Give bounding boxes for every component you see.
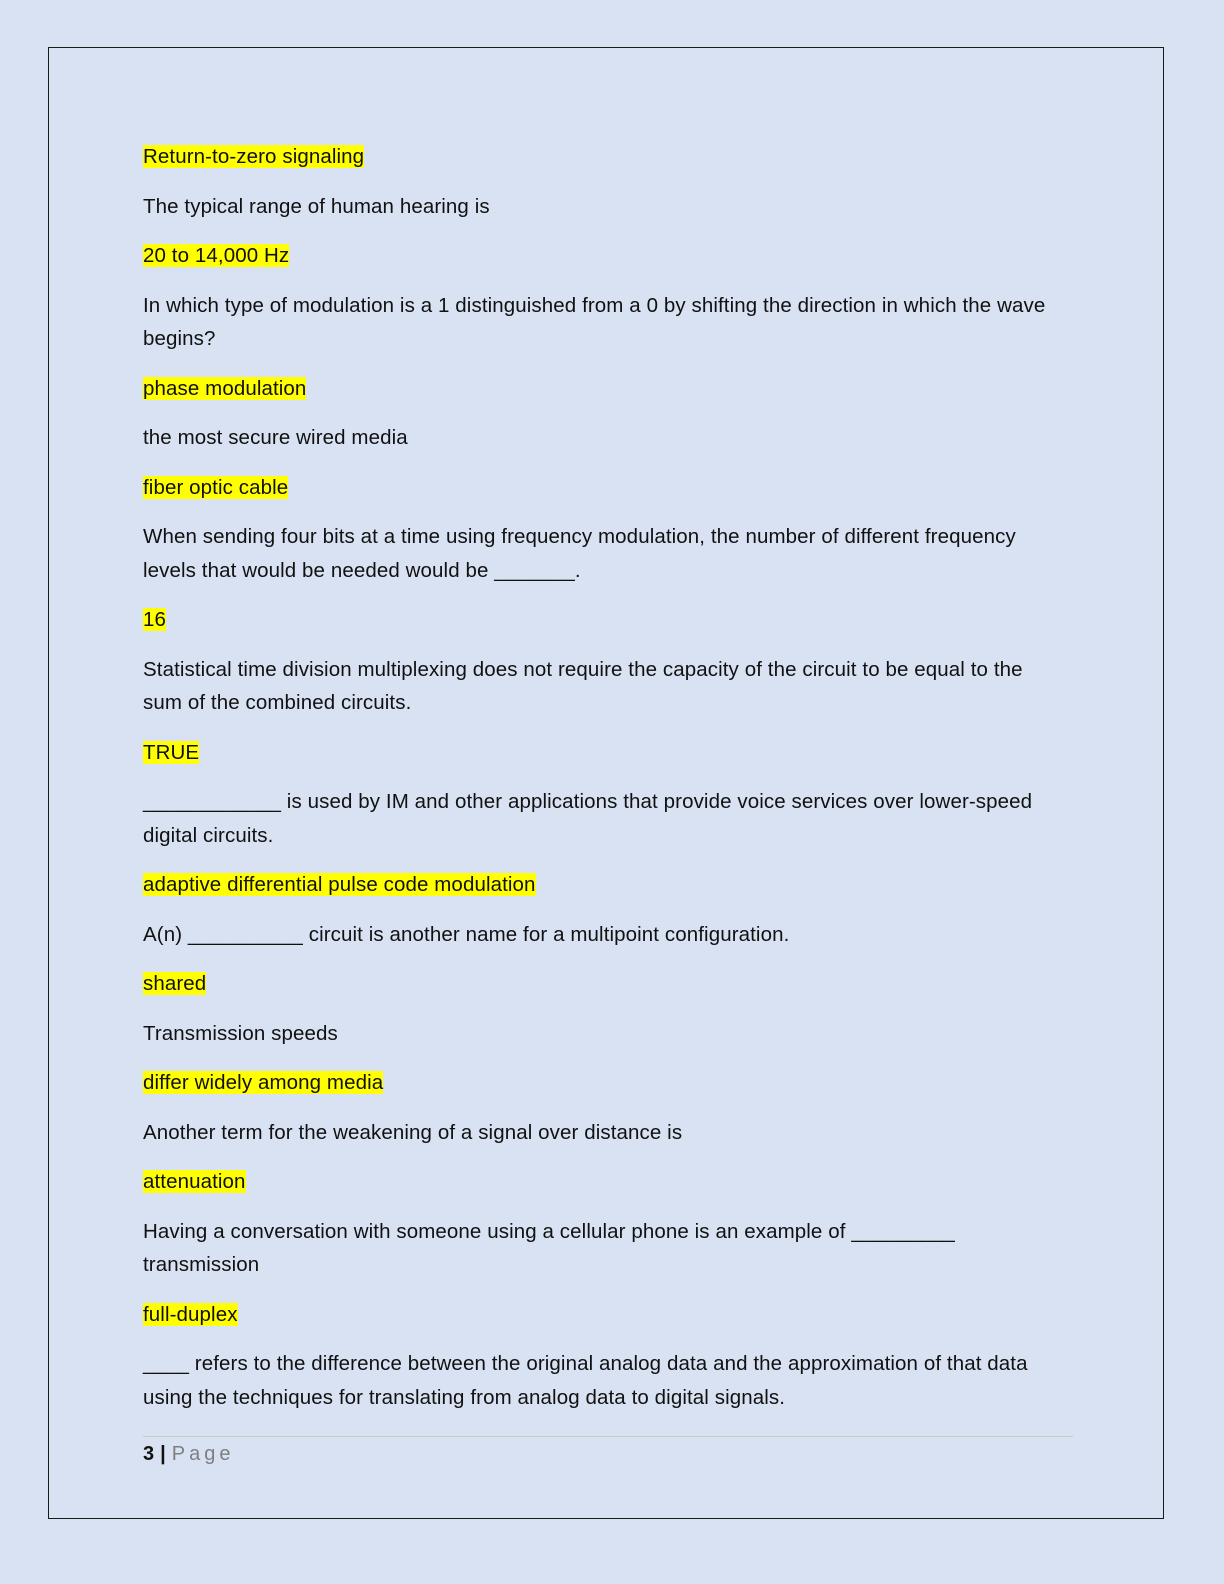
answer-text (143, 140, 1083, 174)
highlighted-answer: adaptive differential pulse code modulation (143, 873, 536, 896)
question-text: the most secure wired media (143, 426, 408, 449)
answer-text (143, 967, 1083, 1001)
answer-text (143, 1298, 1083, 1332)
answer-text (143, 736, 1083, 770)
answer-text (143, 239, 1083, 273)
page-footer (143, 1440, 234, 1468)
highlighted-answer: fiber optic cable (143, 475, 289, 499)
answer-text (143, 372, 1083, 406)
footer-divider (143, 1436, 1073, 1437)
answer-text (143, 471, 1083, 505)
question-text: A(n) __________ circuit is another name for a multipoint configuration. (143, 922, 790, 946)
question-text: Another term for the weakening of a signal over distance is (143, 1120, 683, 1144)
highlighted-answer: phase modulation (143, 376, 307, 400)
footer-separator: | (160, 1443, 166, 1465)
question-text: In which type of modulation is a 1 distinguished from a 0 by shifting the direction in which the wave begins? (143, 293, 1046, 350)
page-label: Page (171, 1443, 235, 1465)
page-number: 3 (143, 1443, 155, 1465)
question-text: ____ refers to the difference between the original analog data and the approximation of that data using the techniques for translating from analog data to digital signals. (143, 1352, 1028, 1409)
highlighted-answer: full-duplex (143, 1302, 238, 1326)
highlighted-answer: shared (143, 972, 207, 995)
question-text: Having a conversation with someone using a cellular phone is an example of _________ transmission (143, 1219, 955, 1276)
question-text: The typical range of human hearing is (143, 194, 490, 218)
highlighted-answer: Return-to-zero signaling (143, 145, 365, 168)
question-text: When sending four bits at a time using frequency modulation, the number of different frequency levels that would be needed would be _______. (143, 525, 1016, 582)
highlighted-answer: 16 (143, 608, 167, 631)
answer-text (143, 868, 1083, 902)
answer-text (143, 1066, 1083, 1100)
answer-text (143, 603, 1083, 637)
answer-text (143, 1165, 1083, 1199)
question-text: Statistical time division multiplexing does not require the capacity of the circuit to be equal to the sum of the combined circuits. (143, 657, 1023, 714)
highlighted-answer: 20 to 14,000 Hz (143, 244, 290, 267)
question-text: Transmission speeds (143, 1021, 338, 1045)
highlighted-answer: differ widely among media (143, 1071, 384, 1094)
document-body (143, 140, 1083, 1430)
question-text: ____________ is used by IM and other applications that provide voice services over lower-speed digital circuits. (143, 790, 1033, 847)
highlighted-answer: attenuation (143, 1170, 246, 1193)
highlighted-answer: TRUE (143, 740, 200, 764)
